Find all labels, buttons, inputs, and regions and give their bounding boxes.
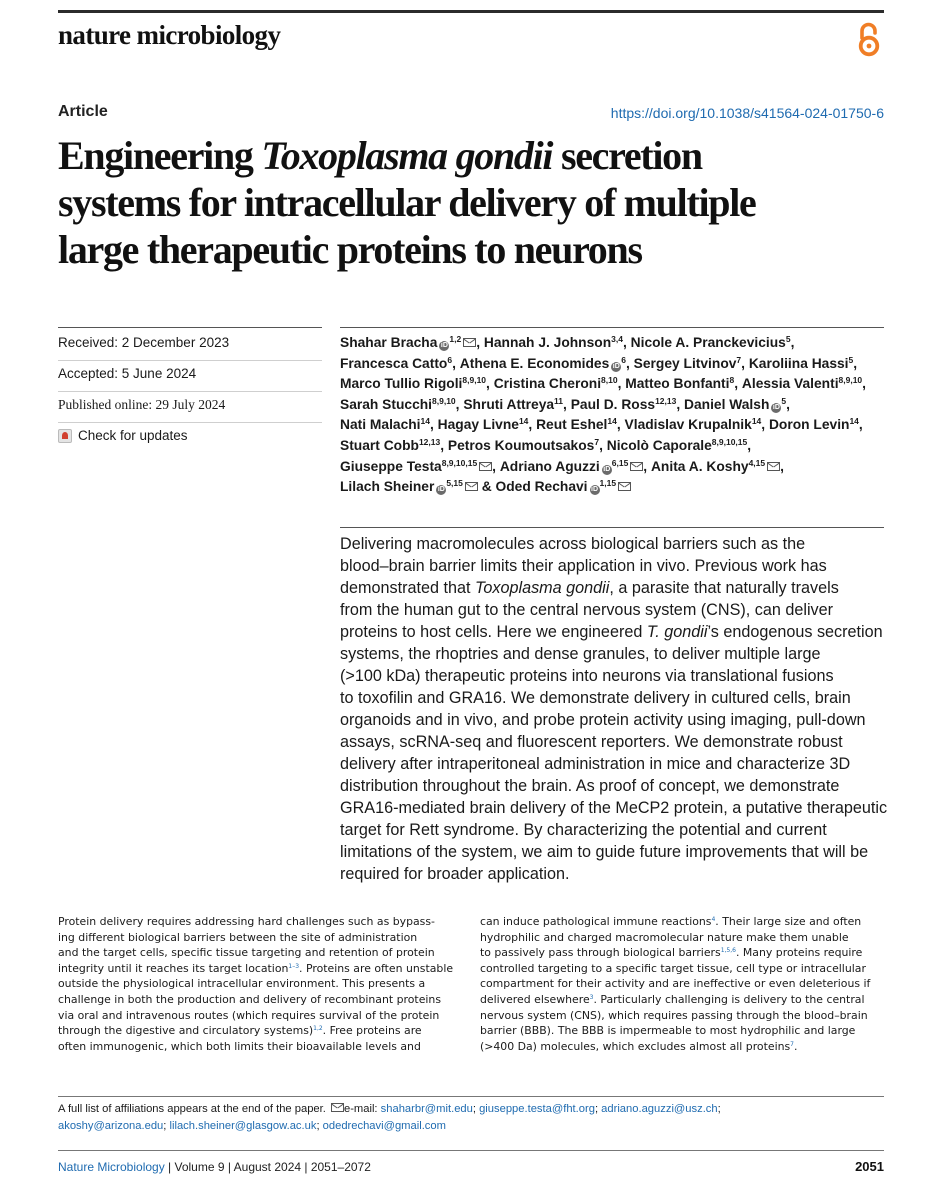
orcid-icon[interactable]: iD	[437, 486, 445, 494]
author-list	[340, 333, 885, 498]
author[interactable]	[625, 417, 769, 432]
affiliation-number: 5	[848, 354, 854, 365]
email-icon	[331, 1103, 344, 1112]
author-name: Hannah J. Johnson	[483, 335, 612, 350]
affiliation-number: 14	[518, 416, 529, 427]
author-name: Hagay Livne	[437, 417, 519, 433]
footnote-rule	[58, 1096, 884, 1097]
email-icon[interactable]	[630, 462, 643, 471]
affiliation-number: 14	[607, 416, 617, 427]
authors-rule	[340, 327, 884, 328]
author-separator: ,	[622, 335, 631, 350]
author[interactable]	[536, 417, 624, 432]
affiliation-number: 14	[420, 416, 430, 427]
article-title: Engineering Toxoplasma gondii secretion systems for intracellular delivery of multiple large therapeutic proteins to neurons	[58, 133, 756, 272]
affiliation-number: 1,2	[449, 334, 462, 344]
author-separator: ,	[563, 396, 571, 412]
author-name: Matteo Bonfanti	[625, 376, 730, 392]
check-updates-icon	[58, 429, 72, 443]
author-name: Francesca Catto	[340, 355, 448, 371]
citation-link[interactable]: 7	[790, 1040, 794, 1048]
email-link[interactable]: adriano.aguzzi@usz.ch	[601, 1103, 718, 1115]
author-separator: ,	[741, 355, 749, 371]
author-separator: ,	[476, 335, 484, 350]
author-separator: ,	[616, 417, 625, 433]
author-separator: ,	[452, 355, 460, 371]
email-link[interactable]: akoshy@arizona.edu	[58, 1120, 164, 1132]
author-name: Stuart Cobb	[340, 437, 419, 453]
author[interactable]	[340, 479, 496, 494]
affiliation-number: 14	[751, 416, 762, 427]
author[interactable]	[769, 417, 863, 432]
footer-rule	[58, 1150, 884, 1151]
author-name: Adriano Aguzzi	[499, 458, 600, 474]
email-icon[interactable]	[463, 338, 476, 347]
citation-link[interactable]: 1,5,6	[720, 947, 736, 955]
author[interactable]	[625, 376, 742, 391]
author-separator: ,	[429, 417, 438, 433]
author-separator: ,	[528, 417, 537, 433]
footer-journal-link[interactable]: Nature Microbiology	[58, 1160, 165, 1174]
author-separator: ,	[786, 396, 790, 412]
orcid-icon[interactable]: iD	[772, 403, 780, 411]
author[interactable]	[438, 417, 536, 432]
author-name: Athena E. Economides	[459, 355, 610, 371]
affiliation-number: 8,9,10	[432, 395, 456, 406]
affiliation-number: 1,15	[599, 478, 617, 489]
author-separator: ,	[676, 396, 685, 412]
author[interactable]	[340, 335, 484, 350]
author-name: Vladislav Krupalnik	[624, 417, 752, 433]
author-name: Marco Tullio Rigoli	[340, 376, 463, 392]
email-link[interactable]: lilach.sheiner@glasgow.ac.uk	[169, 1120, 317, 1132]
author-name: Karoliina Hassi	[748, 355, 849, 371]
author[interactable]	[571, 397, 684, 412]
author-name: Paul D. Ross	[570, 396, 656, 412]
email-icon[interactable]	[479, 462, 492, 471]
author[interactable]	[634, 356, 749, 371]
author[interactable]	[340, 376, 494, 391]
author-separator: ,	[626, 355, 634, 371]
check-for-updates-button[interactable]	[58, 423, 322, 443]
author-separator: ,	[761, 417, 769, 433]
author-name: Lilach Sheiner	[340, 479, 435, 495]
author-name: Sarah Stucchi	[340, 396, 433, 412]
author-separator: ,	[440, 437, 448, 453]
author[interactable]	[460, 356, 634, 371]
author[interactable]	[742, 376, 866, 391]
email-icon[interactable]	[767, 462, 780, 471]
author-name: Shahar Bracha	[340, 335, 438, 350]
author-name: Nicole A. Pranckevicius	[630, 335, 786, 350]
author-name: Petros Koumoutsakos	[447, 437, 595, 453]
author[interactable]	[684, 397, 790, 412]
author[interactable]	[448, 438, 607, 453]
author-separator: ,	[643, 458, 651, 474]
check-updates-label: Check for updates	[78, 428, 188, 443]
affiliation-number: 5	[785, 334, 791, 344]
author-name: Oded Rechavi	[495, 479, 588, 495]
accepted-date: Accepted: 5 June 2024	[58, 361, 322, 392]
footer-citation: Nature Microbiology | Volume 9 | August 2024 | 2051–2072	[58, 1160, 371, 1174]
correspondence-footnote: A full list of affiliations appears at the end of the paper. e-mail: shaharbr@mit.edu; giuseppe.testa@fht.org; adriano.aguzzi@usz.ch; akoshy@arizona.edu; lilach.sheiner@glasgow.ac.uk; odedrechavi@gmail.com	[58, 1103, 721, 1132]
affiliation-number: 7	[736, 354, 742, 365]
author-separator: ,	[858, 417, 863, 433]
author-name: Doron Levin	[768, 417, 850, 433]
citation-link[interactable]: 1–3	[288, 962, 300, 970]
author-separator: ,	[790, 335, 795, 350]
author-name: Alessia Valenti	[741, 376, 839, 392]
author-name: Cristina Cheroni	[493, 376, 602, 392]
affiliation-number: 6	[621, 354, 626, 365]
page-number: 2051	[855, 1159, 884, 1174]
author[interactable]	[484, 335, 631, 350]
author-separator: &	[477, 479, 496, 495]
orcid-icon[interactable]: iD	[440, 342, 448, 349]
author-name: Sergey Litvinov	[633, 355, 737, 371]
author-separator: ,	[617, 376, 626, 392]
received-date: Received: 2 December 2023	[58, 330, 322, 361]
author-name: Nati Malachi	[340, 417, 421, 433]
affiliation-number: 6,15	[611, 457, 629, 468]
body-text-right-column: can induce pathological immune reactions$^4$. Their large size and often hydrophilic and charged macromolecular nature make them unable to passively pass through biological barriers$^{1,5,6}$. Many proteins require controlled targeting to a specific target tissue, cell type or intracellular compartment for their activity and are ineffective or even deleterious if delivered elsewhere$^3$. Particularly challenging is delivery to the central nervous system (CNS), which requires passing through the blood–brain barrier (BBB). The BBB is impermeable to most hydrophilic and large (>400 Da) molecules, which excludes almost all proteins$^7$.	[480, 915, 871, 1053]
affiliation-number: 14	[849, 416, 859, 427]
author[interactable]	[631, 335, 795, 350]
email-icon[interactable]	[618, 482, 631, 491]
author-separator: ,	[862, 376, 867, 392]
author-separator: ,	[599, 437, 607, 453]
author-separator: ,	[853, 355, 858, 371]
email-link[interactable]: shaharbr@mit.edu	[380, 1103, 473, 1115]
affiliation-number: 12,13	[655, 395, 677, 406]
orcid-icon[interactable]: iD	[612, 362, 620, 370]
citation-link[interactable]: 1,2	[313, 1025, 323, 1033]
article-dates	[58, 330, 322, 443]
affiliation-number: 5,15	[446, 478, 463, 489]
orcid-icon[interactable]: iD	[603, 465, 611, 473]
affiliation-number: 12,13	[418, 436, 441, 447]
affiliation-number: 8	[729, 375, 735, 386]
affiliation-number: 11	[554, 395, 564, 406]
orcid-icon[interactable]: iD	[591, 486, 599, 494]
author-name: Reut Eshel	[536, 417, 608, 433]
email-link[interactable]: odedrechavi@gmail.com	[322, 1120, 446, 1132]
citation-link[interactable]: 3	[589, 993, 594, 1001]
author-separator: ,	[492, 458, 500, 474]
author[interactable]	[340, 356, 460, 371]
published-date: Published online: 29 July 2024	[58, 392, 322, 423]
author[interactable]	[500, 459, 651, 474]
author-separator: ,	[486, 376, 494, 392]
author-name: Anita A. Koshy	[650, 458, 749, 474]
abstract: Delivering macromolecules across biological barriers such as the blood–brain barrier limits their application in vivo. Previous work has demonstrated that Toxoplasma gondii, a parasite that naturally travels from the human gut to the central nervous system (CNS), can deliver proteins to host cells. Here we engineered T. gondii’s endogenous secretion systems, the rhoptries and dense granules, to deliver multiple large (>100 kDa) therapeutic proteins into neurons via translational fusions to toxofilin and GRA16. We demonstrate delivery in cultured cells, brain organoids and in vivo, and probe protein activity using imaging, pull-down assays, scRNA-seq and fluorescent reporters. We demonstrate robust delivery after intraperitoneal administration in mice and characterize 3D distribution throughout the brain. As proof of concept, we demonstrate GRA16-mediated brain delivery of the MeCP2 protein, a putative therapeutic target for Rett syndrome. By characterizing the potential and current limitations of the system, we aim to guide future improvements that will be required for broader application.	[340, 535, 888, 883]
top-rule	[58, 10, 884, 13]
author[interactable]	[496, 479, 632, 494]
affiliation-number: 8,10	[601, 375, 618, 386]
affiliation-number: 8,9,10,15	[711, 436, 748, 447]
affiliation-number: 5	[781, 395, 787, 406]
author-name: Giuseppe Testa	[340, 458, 442, 474]
affiliation-number: 4,15	[748, 457, 766, 468]
author[interactable]	[340, 438, 448, 453]
email-icon[interactable]	[465, 482, 478, 491]
affiliation-number: 8,9,10,15	[441, 457, 478, 468]
author[interactable]	[749, 356, 857, 371]
affiliation-number: 7	[594, 436, 600, 447]
email-link[interactable]: giuseppe.testa@fht.org	[479, 1103, 595, 1115]
author-separator: ,	[734, 376, 742, 392]
author-separator: ,	[780, 458, 784, 474]
author[interactable]	[494, 376, 626, 391]
author-separator: ,	[747, 437, 752, 453]
affiliation-number: 8,9,10	[838, 375, 863, 386]
author[interactable]	[607, 438, 751, 453]
author-name: Daniel Walsh	[684, 396, 770, 412]
affiliation-number: 8,9,10	[462, 375, 487, 386]
author[interactable]	[463, 397, 570, 412]
affiliation-number: 3,4	[611, 334, 623, 344]
author[interactable]	[340, 397, 463, 412]
dates-rule	[58, 327, 322, 328]
body-text-left-column: Protein delivery requires addressing hard challenges such as bypass- ing different biological barriers between the site of administration and the target cells, specific tissue targeting and retention of protein integrity until it reaches its target location$^{1-3}$. Proteins are often unstable outside the physiological intracellular environment. This presents a challenge in both the production and delivery of recombinant proteins via oral and intravenous routes (which requires survival of the protein through the digestive and circulatory systems)$^{1,2}$. Free proteins are often immunogenic, which both limits their bioavailable levels and	[58, 915, 454, 1053]
affiliation-number: 6	[447, 354, 453, 365]
author-name: Nicolò Caporale	[606, 437, 712, 453]
citation-link[interactable]: 4	[711, 916, 716, 923]
author-name: Shruti Attreya	[463, 396, 555, 412]
author-separator: ,	[455, 396, 464, 412]
journal-name: nature microbiology	[58, 20, 281, 50]
open-access-icon	[856, 22, 882, 58]
author[interactable]	[340, 459, 500, 474]
author[interactable]	[340, 417, 438, 432]
abstract-rule	[340, 527, 884, 528]
doi-link[interactable]: https://doi.org/10.1038/s41564-024-01750-6	[610, 105, 884, 121]
author[interactable]	[651, 459, 784, 474]
article-type: Article	[58, 103, 108, 120]
